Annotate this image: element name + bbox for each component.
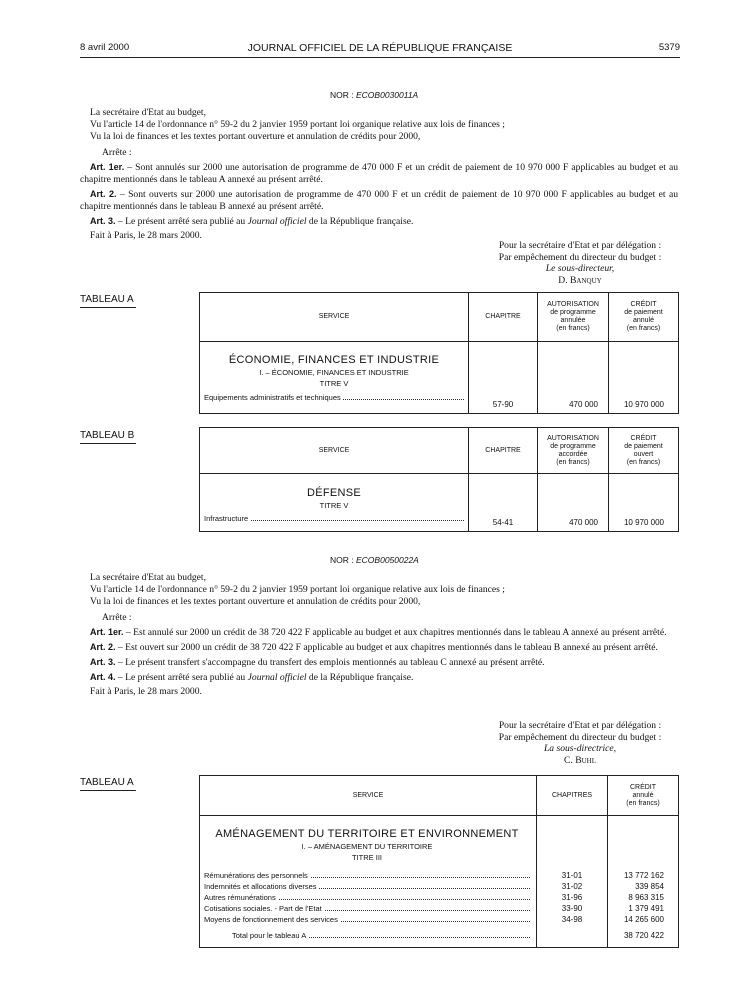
table-label: [80, 430, 134, 441]
article-3: [80, 215, 678, 228]
row-label-text: Equipements administratifs et techniques: [204, 393, 341, 402]
label-underline: [80, 443, 136, 444]
row-label: [204, 903, 530, 914]
signature-line: Par empêchement du directeur du budget :: [498, 251, 662, 263]
table-row: [200, 474, 679, 532]
row-label: [204, 870, 530, 881]
credit-value: 14 265 600: [623, 915, 664, 924]
titre-heading: TITRE III: [352, 853, 382, 862]
signature-block: [470, 240, 690, 286]
intro-line: Vu l'article 14 de l'ordonnance n° 59-2 du 2 janvier 1959 portant loi organique relative aux lois de finances ;: [90, 584, 505, 595]
article-text: de la République française.: [306, 672, 414, 683]
nor-label: NOR :: [330, 555, 354, 565]
article-label: Art. 4.: [90, 672, 116, 682]
chapitre-cell: 57-90: [469, 342, 538, 414]
col-header: CHAPITRE: [469, 428, 538, 474]
article-text: – Sont annulés sur 2000 une autorisation de programme de 470 000 F et un crédit de paiement de 10 970 000 F applicables au budget et au chapitre mentionnés dans le tableau A annexé au présent arrêté.: [80, 162, 678, 185]
col-header: CHAPITRES: [537, 776, 608, 816]
col-header: SERVICE: [200, 293, 469, 342]
fait-line: Fait à Paris, le 28 mars 2000.: [90, 686, 202, 697]
row-label: [204, 513, 464, 524]
article-1: [80, 626, 678, 639]
section-title: DÉFENSE: [306, 487, 362, 499]
credit-cell: 10 970 000: [609, 342, 679, 414]
chapitre-value: 34-98: [561, 915, 583, 924]
table-b1: [199, 427, 679, 532]
intro-line: Vu l'article 14 de l'ordonnance n° 59-2 du 2 janvier 1959 portant loi organique relative aux lois de finances ;: [90, 119, 505, 130]
row-label-text: Moyens de fonctionnement des services: [204, 915, 338, 924]
service-cell: [200, 342, 469, 414]
article-4: [80, 671, 678, 684]
table-header-row: [200, 293, 679, 342]
article-text: – Est annulé sur 2000 un crédit de 38 720 422 F applicable au budget et aux chapitres mentionnés dans le tableau A annexé au présent arrêté.: [123, 627, 667, 638]
table-label-text: TABLEAU A: [80, 777, 134, 788]
signature-block: [470, 720, 690, 766]
row-label: [204, 914, 530, 925]
header-rule: [80, 57, 680, 58]
section-title: ÉCONOMIE, FINANCES ET INDUSTRIE: [228, 354, 440, 366]
article-label: Art. 1er.: [90, 162, 125, 172]
auth-cell: 470 000: [538, 474, 609, 532]
article-text: – Sont ouverts sur 2000 une autorisation de programme de 470 000 F et un crédit de paiement de 10 970 000 F applicables au budget et au chapitre mentionnés dans le tableau B annexé au présent arrêté.: [80, 189, 678, 212]
journal-title: JOURNAL OFFICIEL DE LA RÉPUBLIQUE FRANÇAISE: [247, 42, 513, 54]
row-label-text: Infrastructure: [204, 514, 249, 523]
col-header: CRÉDIT annulé (en francs): [608, 776, 679, 816]
total-credit: 38 720 422: [623, 931, 664, 940]
col-header: SERVICE: [200, 428, 469, 474]
article-2: [80, 188, 678, 213]
subsection-title: I. – ÉCONOMIE, FINANCES ET INDUSTRIE: [259, 368, 409, 377]
col-header: CRÉDIT de paiement annulé (en francs): [609, 293, 679, 342]
article-text: – Est ouvert sur 2000 un crédit de 38 720 422 F applicable au budget et aux chapitres mentionnés dans le tableau B annexé au présent arrêté.: [115, 642, 658, 653]
nor-code: ECOB0050022A: [356, 555, 419, 565]
nor-label: NOR :: [330, 90, 354, 100]
blank: [537, 930, 607, 941]
col-header: CHAPITRE: [469, 293, 538, 342]
table-row: [200, 816, 679, 948]
article-label: Art. 1er.: [90, 627, 124, 637]
intro-line: La secrétaire d'Etat au budget,: [90, 107, 206, 118]
credits-cell: [608, 816, 679, 948]
section-title: AMÉNAGEMENT DU TERRITOIRE ET ENVIRONNEMENT: [215, 828, 519, 840]
col-header: AUTORISATION de programme annulée (en francs): [538, 293, 609, 342]
row-label: [204, 892, 530, 903]
signatory-role: La sous-directrice,: [543, 743, 617, 754]
article-1: [80, 161, 678, 186]
nor-reference: [330, 555, 419, 565]
label-underline: [80, 307, 136, 308]
table-header-row: [200, 776, 679, 816]
page-header: [80, 42, 680, 58]
journal-name: Journal officiel: [247, 216, 307, 227]
table-a2: [199, 775, 679, 948]
intro-line: Vu la loi de finances et les textes portant ouverture et annulation de crédits pour 2000,: [90, 596, 421, 607]
article-label: Art. 3.: [90, 657, 116, 667]
row-label-text: Rémunérations des personnels: [204, 871, 308, 880]
chapitre-value: 31-96: [561, 893, 583, 902]
article-label: Art. 2.: [90, 189, 117, 199]
decree1-body: [80, 107, 678, 242]
signature-line: Pour la secrétaire d'Etat et par délégation :: [498, 720, 662, 731]
credit-value: 339 854: [635, 882, 664, 891]
row-label-text: Autres rémunérations: [204, 893, 276, 902]
nor-code: ECOB0030011A: [356, 90, 419, 100]
signatory-name: C. Buhl: [564, 754, 596, 766]
service-cell: [200, 816, 537, 948]
article-text: de la République française.: [306, 216, 414, 227]
signature-line: Par empêchement du directeur du budget :: [498, 731, 662, 743]
row-label-text: Cotisations sociales. - Part de l'Etat: [204, 904, 322, 913]
table-a1: [199, 292, 679, 414]
col-header: CRÉDIT de paiement ouvert (en francs): [609, 428, 679, 474]
total-label-text: Total pour le tableau A: [232, 931, 307, 940]
table-label: [80, 294, 134, 305]
article-text: – Le présent arrêté sera publié au: [115, 216, 248, 227]
article-text: – Le présent transfert s'accompagne du transfert des emplois mentionnés au tableau C annexé au présent arrêté.: [115, 657, 545, 668]
total-label: [232, 930, 530, 941]
chapitre-value: 31-01: [561, 871, 583, 880]
table-label: [80, 777, 134, 788]
article-text: – Le présent arrêté sera publié au: [115, 672, 248, 683]
titre-heading: TITRE V: [319, 501, 349, 510]
nor-reference: [330, 90, 418, 100]
chapitre-value: 33-90: [561, 904, 583, 913]
intro-line: La secrétaire d'Etat au budget,: [90, 572, 206, 583]
titre-heading: TITRE V: [319, 379, 349, 388]
chapitre-value: 31-02: [561, 882, 583, 891]
label-underline: [80, 790, 136, 791]
article-3: [80, 656, 678, 669]
table-label-text: TABLEAU B: [80, 430, 135, 441]
article-label: Art. 3.: [90, 216, 116, 226]
table-row: [200, 342, 679, 414]
row-label: [204, 881, 530, 892]
row-label: [204, 392, 464, 403]
article-label: Art. 2.: [90, 642, 116, 652]
arrete-line: Arrête :: [102, 612, 132, 623]
chapitre-cell: 54-41: [469, 474, 538, 532]
arrete-line: Arrête :: [102, 147, 132, 158]
chapitres-cell: [537, 816, 608, 948]
article-2: [80, 641, 678, 654]
intro-line: Vu la loi de finances et les textes portant ouverture et annulation de crédits pour 2000,: [90, 131, 421, 142]
signatory-name: D. Banquy: [558, 274, 602, 286]
credit-value: 1 379 491: [628, 904, 664, 913]
service-cell: [200, 474, 469, 532]
col-header: SERVICE: [200, 776, 537, 816]
table-header-row: [200, 428, 679, 474]
table-label-text: TABLEAU A: [80, 294, 134, 305]
signature-line: Pour la secrétaire d'Etat et par délégation :: [498, 240, 662, 251]
row-label-text: Indemnités et allocations diverses: [204, 882, 317, 891]
journal-name: Journal officiel: [247, 672, 307, 683]
credit-cell: 10 970 000: [609, 474, 679, 532]
fait-line: Fait à Paris, le 28 mars 2000.: [90, 230, 202, 241]
issue-date: 8 avril 2000: [80, 42, 130, 53]
col-header: AUTORISATION de programme accordée (en francs): [538, 428, 609, 474]
auth-cell: 470 000: [538, 342, 609, 414]
signatory-role: Le sous-directeur,: [545, 263, 615, 274]
credit-value: 8 963 315: [628, 893, 664, 902]
subsection-title: I. – AMÉNAGEMENT DU TERRITOIRE: [301, 842, 433, 851]
page-number: 5379: [658, 42, 680, 53]
credit-value: 13 772 162: [623, 871, 664, 880]
decree2-body: [80, 572, 678, 698]
